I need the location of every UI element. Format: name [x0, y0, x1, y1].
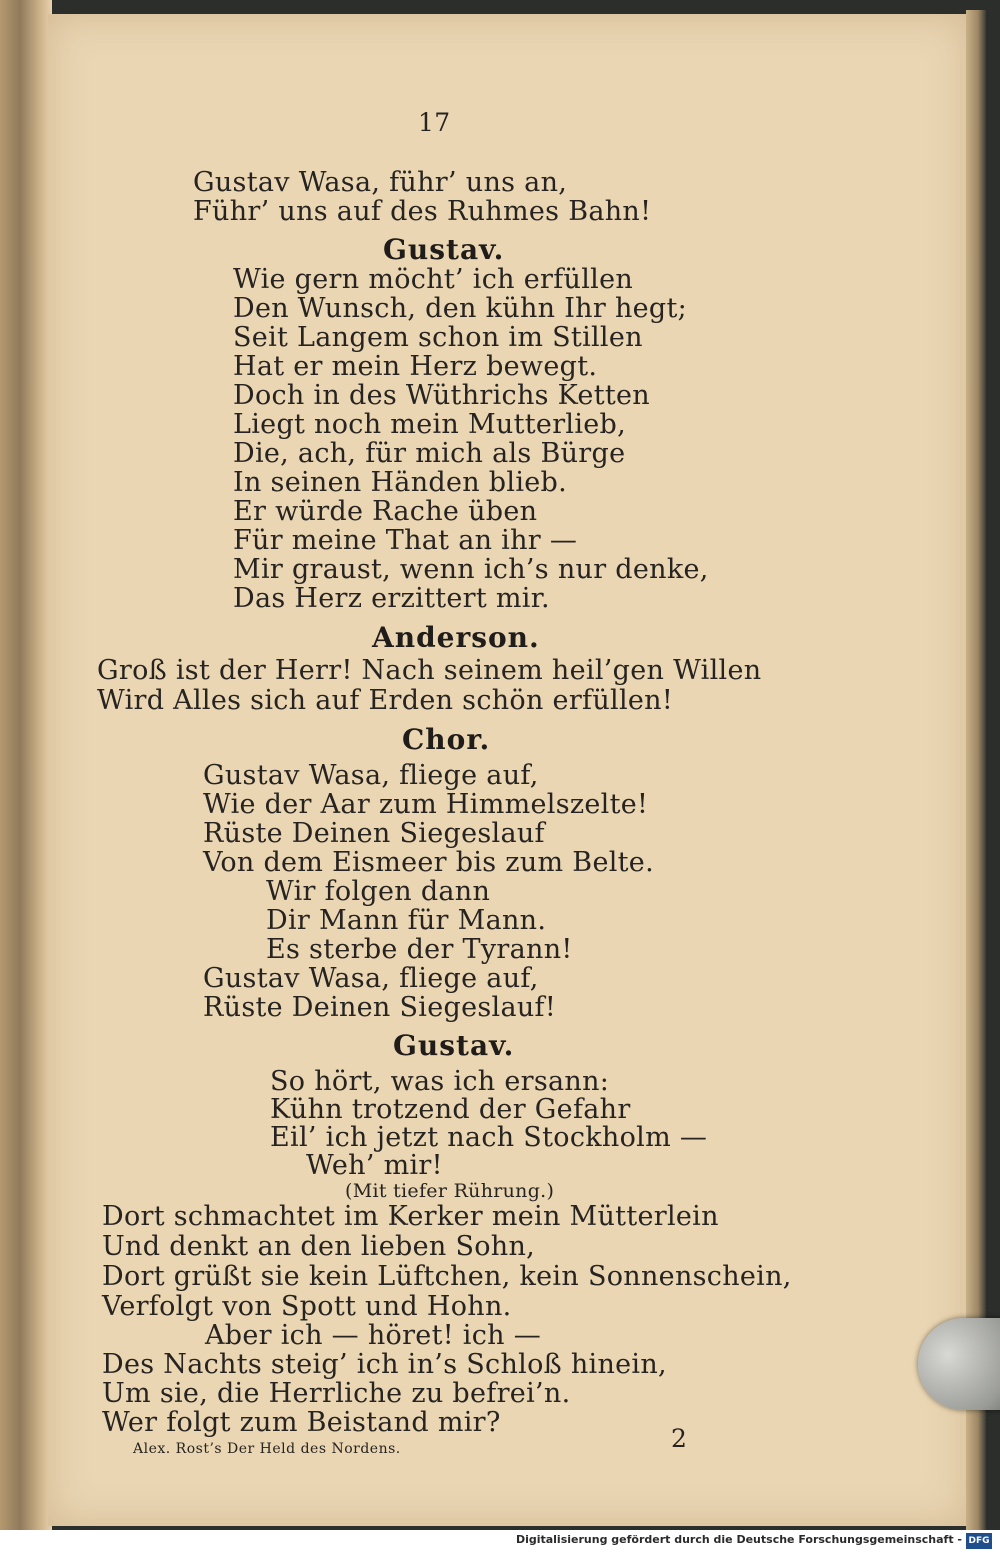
verse-line: Wie gern möcht’ ich erfüllen: [233, 264, 634, 295]
verse-line: Wir folgen dann: [266, 876, 491, 907]
verse-line: Liegt noch mein Mutterlieb,: [233, 409, 627, 440]
running-footer: Alex. Rost’s Der Held des Nordens.: [133, 1441, 401, 1457]
speaker-heading: Gustav.: [383, 233, 505, 266]
verse-line: Dort grüßt sie kein Lüftchen, kein Sonnenschein,: [102, 1261, 792, 1292]
verse-line: Weh’ mir!: [306, 1150, 443, 1181]
verse-line: Die, ach, für mich als Bürge: [233, 438, 626, 469]
verse-line: Es sterbe der Tyrann!: [266, 934, 573, 965]
verse-line: Er würde Rache üben: [233, 496, 538, 527]
page-turn-handle[interactable]: [918, 1318, 1000, 1410]
verse-line: Das Herz erzittert mir.: [233, 583, 550, 614]
verse-line: Hat er mein Herz bewegt.: [233, 351, 598, 382]
verse-line: Gustav Wasa, fliege auf,: [203, 963, 539, 994]
verse-line: Seit Langem schon im Stillen: [233, 322, 643, 353]
verse-line: So hört, was ich ersann:: [270, 1066, 610, 1097]
verse-line: Und denkt an den lieben Sohn,: [102, 1231, 536, 1262]
speaker-heading: Gustav.: [393, 1029, 515, 1062]
verse-line: Für meine That an ihr —: [233, 525, 578, 556]
book-binding-edge: [0, 0, 52, 1530]
speaker-heading: Anderson.: [372, 621, 540, 654]
page-right-edge: [966, 10, 986, 1530]
digitization-credit-bar: [0, 1530, 1000, 1553]
verse-line: Verfolgt von Spott und Hohn.: [102, 1291, 512, 1322]
sheet-signature: 2: [671, 1424, 688, 1453]
verse-line: Groß ist der Herr! Nach seinem heil’gen Willen: [97, 655, 762, 686]
verse-line: Wie der Aar zum Himmelszelte!: [203, 789, 649, 820]
verse-line: Gustav Wasa, fliege auf,: [203, 760, 539, 791]
verse-line: Rüste Deinen Siegeslauf: [203, 818, 545, 849]
verse-line: Eil’ ich jetzt nach Stockholm —: [270, 1122, 708, 1153]
verse-line: Doch in des Wüthrichs Ketten: [233, 380, 650, 411]
verse-line: Dir Mann für Mann.: [266, 905, 547, 936]
page-number: 17: [418, 108, 451, 137]
verse-line: Mir graust, wenn ich’s nur denke,: [233, 554, 709, 585]
verse-line: Führ’ uns auf des Ruhmes Bahn!: [193, 196, 652, 227]
verse-line: Den Wunsch, den kühn Ihr hegt;: [233, 293, 688, 324]
verse-line: Kühn trotzend der Gefahr: [270, 1094, 631, 1125]
verse-line: In seinen Händen blieb.: [233, 467, 568, 498]
verse-line: Rüste Deinen Siegeslauf!: [203, 992, 556, 1023]
verse-line: Des Nachts steig’ ich in’s Schloß hinein,: [102, 1349, 667, 1380]
verse-line: Gustav Wasa, führ’ uns an,: [193, 167, 568, 198]
credit-text: Digitalisierung gefördert durch die Deutsche Forschungsgemeinschaft -: [515, 1533, 962, 1546]
stage-direction: (Mit tiefer Rührung.): [345, 1180, 555, 1202]
verse-line: Von dem Eismeer bis zum Belte.: [203, 847, 654, 878]
verse-line: Aber ich — höret! ich —: [205, 1320, 542, 1351]
verse-line: Um sie, die Herrliche zu befrei’n.: [102, 1378, 571, 1409]
speaker-heading: Chor.: [402, 723, 491, 756]
dfg-logo[interactable]: DFG: [966, 1533, 992, 1549]
verse-line: Dort schmachtet im Kerker mein Mütterlein: [102, 1201, 719, 1232]
verse-line: Wer folgt zum Beistand mir?: [102, 1407, 501, 1438]
verse-line: Wird Alles sich auf Erden schön erfüllen!: [97, 685, 674, 716]
